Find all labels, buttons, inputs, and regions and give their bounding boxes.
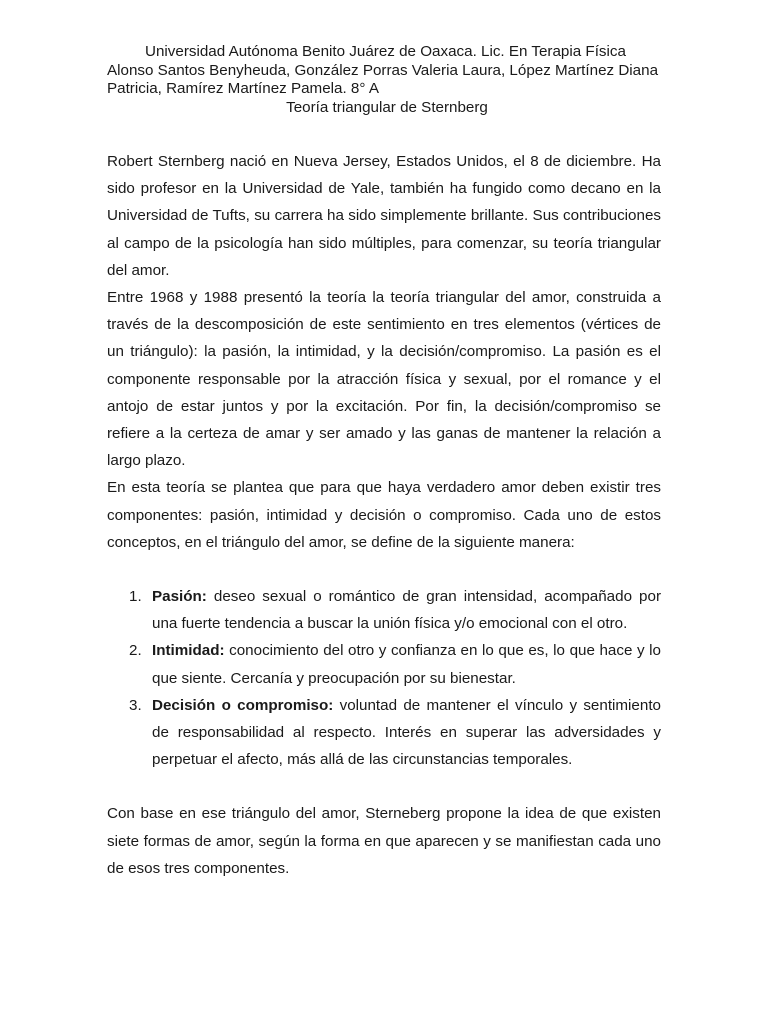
document-body	[107, 148, 661, 882]
list-item-number: 3.	[129, 696, 142, 714]
paragraph-biography: Robert Sternberg nació en Nueva Jersey, Estados Unidos, el 8 de diciembre. Ha sido profesor en la Universidad de Yale, también ha fungido como decano en la Universidad de Tufts, su carrera ha sido simplemente brillante. Sus contribuciones al campo de la psicología han sido múltiples, para comenzar, su teoría triangular del amor.	[107, 153, 661, 279]
list-item-number: 1.	[129, 588, 142, 606]
list-item-term: Intimidad:	[152, 642, 225, 660]
paragraph-theory: Entre 1968 y 1988 presentó la teoría la teoría triangular del amor, construida a través de la descomposición de este sentimiento en tres elementos (vértices de un triángulo): la pasión, la intimidad, y la decisión/compromiso. La pasión es el componente responsable por la atracción física y sexual, por el romance y el antojo de estar juntos y por la excitación. Por fin, la decisión/compromiso se refiere a la certeza de amar y ser amado y las ganas de mantener la relación a largo plazo.	[107, 289, 661, 470]
document-title: Teoría triangular de Sternberg	[286, 98, 488, 116]
list-item	[107, 692, 661, 774]
document-header	[107, 43, 667, 117]
list-item-text: conocimiento del otro y confianza en lo que es, lo que hace y lo que siente. Cercanía y preocupación por su bienestar.	[152, 642, 661, 687]
university-line: Universidad Autónoma Benito Juárez de Oaxaca. Lic. En Terapia Física	[145, 43, 626, 60]
list-item	[107, 637, 661, 691]
list-item-text: voluntad de mantener el vínculo y sentimiento de responsabilidad al respecto. Interés en superar las adversidades y perpetuar el afecto, más allá de las circunstancias temporales.	[152, 696, 661, 769]
paragraph-seven-forms: Con base en ese triángulo del amor, Sterneberg propone la idea de que existen siete formas de amor, según la forma en que aparecen y se manifiestan cada uno de esos tres componentes.	[107, 805, 661, 877]
authors-line-continued: Patricia, Ramírez Martínez Pamela. 8° A	[107, 80, 379, 97]
list-item-term: Decisión o compromiso:	[152, 696, 334, 714]
paragraph-components: En esta teoría se plantea que para que haya verdadero amor deben existir tres componentes: pasión, intimidad y decisión o compromiso. Cada uno de estos conceptos, en el triángulo del amor, se define de la siguiente manera:	[107, 479, 661, 551]
list-item-text: deseo sexual o romántico de gran intensidad, acompañado por una fuerte tendencia a buscar la unión física y/o emocional con el otro.	[152, 588, 661, 633]
authors-line: Alonso Santos Benyheuda, González Porras Valeria Laura, López Martínez Diana	[107, 61, 659, 79]
components-list	[107, 583, 661, 773]
list-item	[107, 583, 661, 637]
list-item-number: 2.	[129, 642, 142, 660]
list-item-term: Pasión:	[152, 588, 207, 606]
